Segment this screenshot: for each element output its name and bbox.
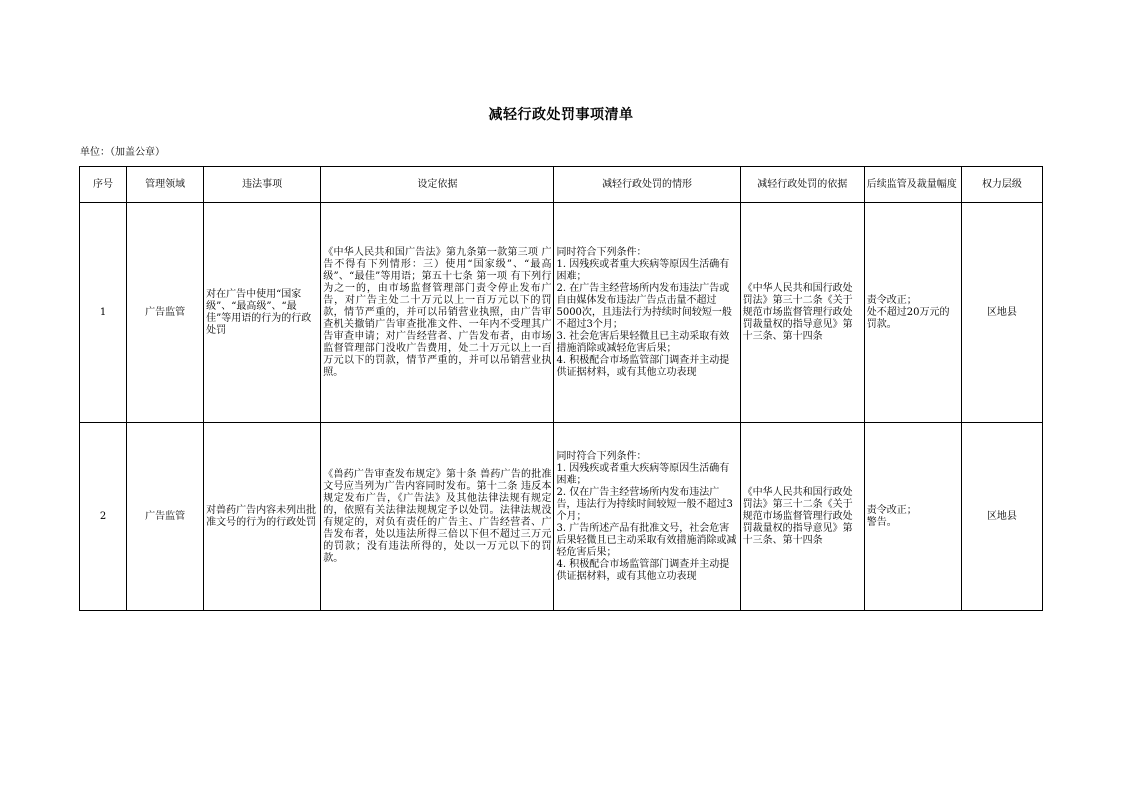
cell-level: 区地县 bbox=[961, 203, 1042, 423]
cell-seq: 2 bbox=[80, 423, 127, 611]
unit-label: 单位：（加盖公章） bbox=[80, 147, 165, 158]
situation-line: 2. 在广告主经营场所内发布违法广告或自由媒体发布违法广告点击量不超过5000次，且违法行为持续时间较短一般不超过3个月； bbox=[556, 282, 732, 330]
header-level: 权力层级 bbox=[961, 167, 1042, 203]
cell-domain: 广告监管 bbox=[127, 423, 204, 611]
cell-item: 对兽药广告内容未列出批准文号的行为的行政处罚 bbox=[204, 423, 321, 611]
followup-line: 责令改正； bbox=[866, 294, 917, 306]
situation-line: 同时符合下列条件： bbox=[556, 450, 647, 462]
situation-line: 4. 积极配合市场监管部门调查并主动提供证据材料，或有其他立功表现 bbox=[556, 558, 730, 582]
followup-line: 责令改正； bbox=[866, 504, 917, 516]
situation-line: 同时符合下列条件： bbox=[556, 246, 647, 258]
cell-domain: 广告监管 bbox=[127, 203, 204, 423]
header-situations: 减轻行政处罚的情形 bbox=[554, 167, 740, 203]
cell-situations bbox=[554, 423, 740, 611]
followup-line: 处不超过20万元的罚款。 bbox=[866, 306, 950, 330]
cell-level: 区地县 bbox=[961, 423, 1042, 611]
header-followup: 后续监管及裁量幅度 bbox=[864, 167, 961, 203]
cell-followup bbox=[864, 203, 961, 423]
cell-followup bbox=[864, 423, 961, 611]
header-domain: 管理领域 bbox=[127, 167, 204, 203]
cell-reason: 《中华人民共和国行政处罚法》第三十二条《关于规范市场监督管理行政处罚裁量权的指导意见》第十三条、第十四条 bbox=[740, 203, 864, 423]
cell-reason: 《中华人民共和国行政处罚法》第三十二条《关于规范市场监督管理行政处罚裁量权的指导意见》第十三条、第十四条 bbox=[740, 423, 864, 611]
cell-situations bbox=[554, 203, 740, 423]
cell-item: 对在广告中使用“国家级”、“最高级”、“最佳”等用语的行为的行政处罚 bbox=[204, 203, 321, 423]
table-row bbox=[80, 203, 1043, 423]
penalty-table bbox=[79, 166, 1043, 611]
situation-line: 1. 因残疾或者重大疾病等原因生活确有困难； bbox=[556, 462, 730, 486]
cell-basis: 《中华人民共和国广告法》第九条第一款第三项 广告不得有下列情形：三）使用“国家级”、“最高级”、“最佳”等用语；第五十七条 第一项 有下列行为之一的，由市场监督管理部门责令停止发布广告，对广告主处二十万元以上一百万元以下的罚款，情节严重的，并可以吊销营业执照，由广告审查机关撤销广告审查批准文件、一年内不受理其广告审查申请；对广告经营者、广告发布者，由市场监督管理部门没收广告费用，处二十万元以上一百万元以下的罚款，情节严重的，并可以吊销营业执照。 bbox=[321, 203, 554, 423]
table-row bbox=[80, 423, 1043, 611]
header-seq: 序号 bbox=[80, 167, 127, 203]
situation-line: 3. 广告所述产品有批准文号，社会危害后果轻微且已主动采取有效措施消除或减轻危害后果； bbox=[556, 522, 737, 558]
situation-line: 4. 积极配合市场监管部门调查并主动提供证据材料，或有其他立功表现 bbox=[556, 354, 730, 378]
header-reason: 减轻行政处罚的依据 bbox=[740, 167, 864, 203]
situation-line: 3. 社会危害后果轻微且已主动采取有效措施消除或减轻危害后果； bbox=[556, 330, 730, 354]
cell-seq: 1 bbox=[80, 203, 127, 423]
followup-line: 警告。 bbox=[866, 516, 897, 528]
header-basis: 设定依据 bbox=[321, 167, 554, 203]
situation-line: 1. 因残疾或者重大疾病等原因生活确有困难； bbox=[556, 258, 730, 282]
header-item: 违法事项 bbox=[204, 167, 321, 203]
page-title: 减轻行政处罚事项清单 bbox=[488, 107, 634, 123]
table-header-row bbox=[80, 167, 1043, 203]
cell-basis: 《兽药广告审查发布规定》第十条 兽药广告的批准文号应当列为广告内容同时发布。第十二条 违反本规定发布广告，《广告法》及其他法律法规有规定的，依照有关法律法规规定予以处罚。法律法规没有规定的，对负有责任的广告主、广告经营者、广告发布者，处以违法所得三倍以下但不超过三万元的罚款；没有违法所得的，处以一万元以下的罚款。 bbox=[321, 423, 554, 611]
situation-line: 2. 仅在广告主经营场所内发布违法广告，违法行为持续时间较短一般不超过3个月； bbox=[556, 486, 733, 522]
